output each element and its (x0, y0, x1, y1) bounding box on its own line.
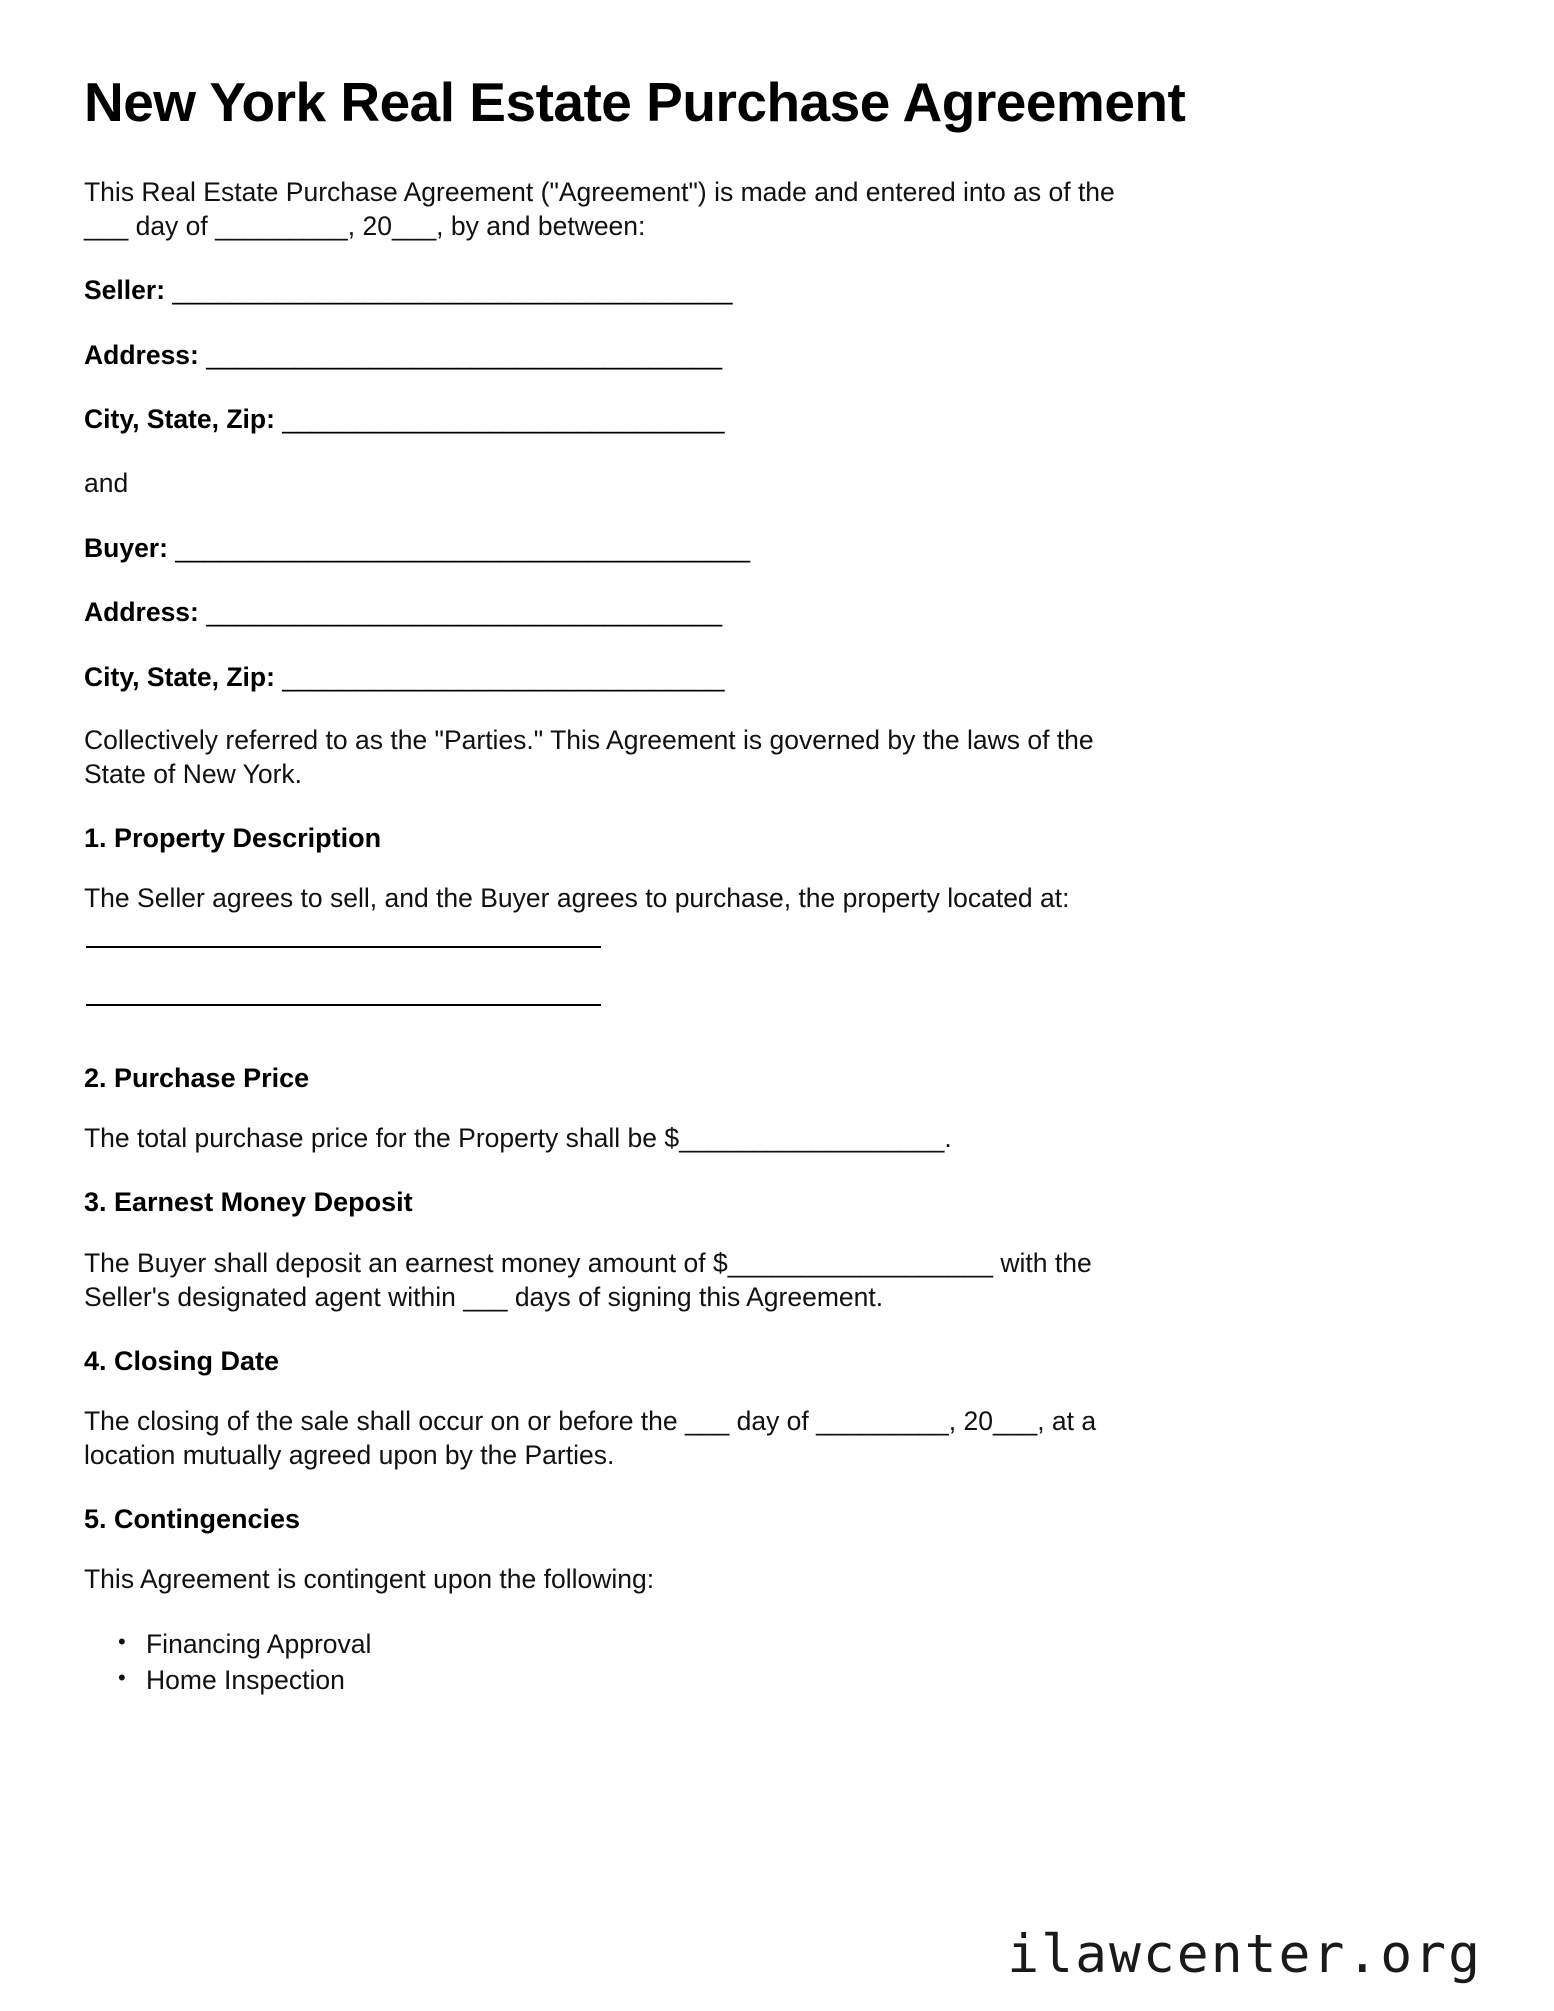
seller-address-blank[interactable]: ___________________________________ (206, 339, 723, 370)
buyer-city-state-zip-blank[interactable]: ______________________________ (282, 661, 725, 692)
seller-city-state-zip-blank[interactable]: ______________________________ (282, 404, 725, 435)
list-item: • Financing Approval (146, 1627, 1470, 1663)
buyer-name-blank[interactable]: _______________________________________ (175, 532, 751, 563)
parties-clause: Collectively referred to as the "Parties." This Agreement is governed by the laws of the State of New York. (84, 724, 1094, 789)
seller-address-field (84, 338, 1470, 372)
section-body-property-description: The Seller agrees to sell, and the Buyer agrees to purchase, the property located at: (84, 883, 1070, 914)
section-heading-closing-date: 4. Closing Date (84, 1345, 280, 1376)
section-body-contingencies: This Agreement is contingent upon the following: (84, 1564, 655, 1595)
seller-city-state-zip-label: City, State, Zip: (84, 404, 275, 435)
buyer-name-label: Buyer: (84, 532, 168, 563)
seller-name-blank[interactable]: ______________________________________ (172, 275, 733, 306)
seller-name-field (84, 273, 1470, 307)
list-item: • Home Inspection (146, 1663, 1470, 1699)
seller-name-label: Seller: (84, 275, 166, 306)
section-body-purchase-price: The total purchase price for the Property shall be $__________________. (84, 1123, 952, 1154)
section-heading-property-description: 1. Property Description (84, 822, 382, 853)
seller-city-state-zip-field (84, 402, 1470, 436)
buyer-address-blank[interactable]: ___________________________________ (206, 597, 723, 628)
intro-paragraph: This Real Estate Purchase Agreement ("Agreement") is made and entered into as of the ___ day of _________, 20___, by and between: (84, 176, 1115, 241)
buyer-address-label: Address: (84, 597, 199, 628)
property-description-blank-lines (84, 946, 1470, 1006)
seller-address-label: Address: (84, 339, 199, 370)
and-connector: and (84, 467, 129, 498)
site-watermark: ilawcenter.org (1007, 1924, 1482, 1985)
page-title: New York Real Estate Purchase Agreement (84, 71, 1186, 133)
property-address-line-2[interactable] (86, 1004, 601, 1006)
section-body-earnest-money-deposit: The Buyer shall deposit an earnest money amount of $__________________ with the Seller's designated agent within ___ days of signing this Agreement. (84, 1247, 1092, 1312)
section-heading-purchase-price: 2. Purchase Price (84, 1063, 310, 1094)
buyer-city-state-zip-field (84, 660, 1470, 694)
property-address-line-1[interactable] (86, 946, 601, 948)
section-body-closing-date: The closing of the sale shall occur on or before the ___ day of _________, 20___, at a location mutually agreed upon by the Parties. (84, 1405, 1097, 1470)
section-heading-contingencies: 5. Contingencies (84, 1503, 301, 1534)
contingencies-list (84, 1627, 1470, 1698)
section-heading-earnest-money-deposit: 3. Earnest Money Deposit (84, 1187, 413, 1218)
buyer-address-field (84, 595, 1470, 629)
buyer-city-state-zip-label: City, State, Zip: (84, 661, 275, 692)
buyer-name-field (84, 531, 1470, 565)
